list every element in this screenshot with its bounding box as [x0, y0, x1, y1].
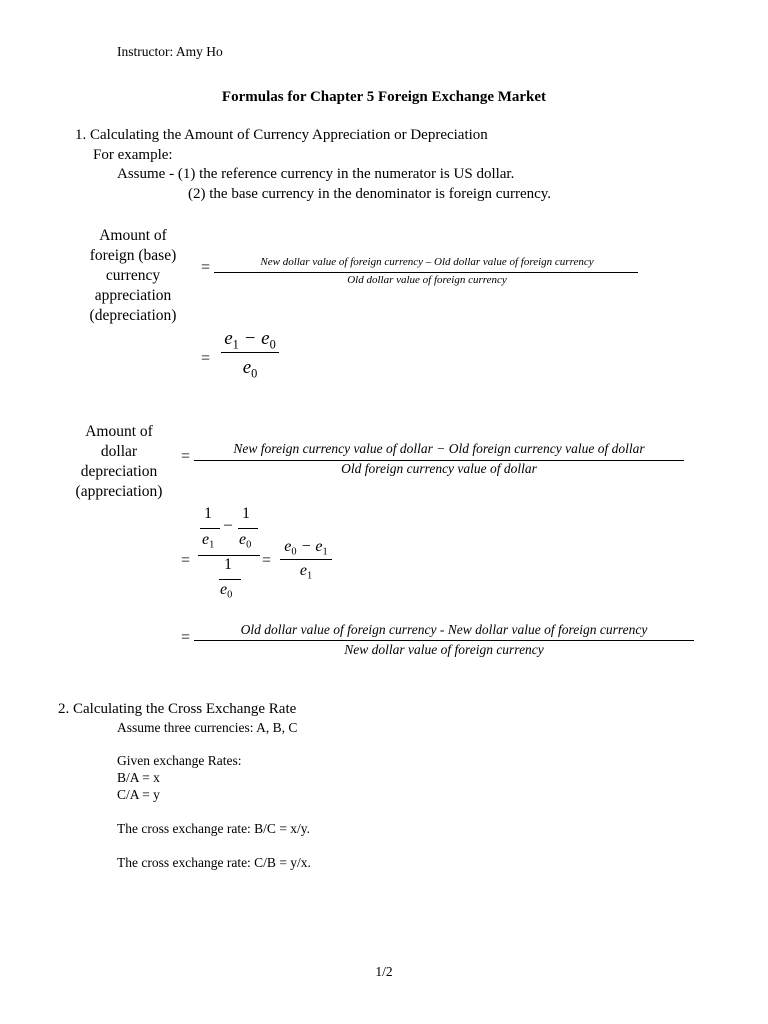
fraction-bar	[219, 579, 241, 580]
formula1-label-line: foreign (base)	[89, 247, 177, 264]
equals-sign: =	[181, 629, 191, 646]
rate-ba-text: B/A = x	[117, 770, 160, 785]
one-digit: 1	[242, 505, 250, 522]
page-title: Formulas for Chapter 5 Foreign Exchange Market	[221, 89, 547, 105]
fraction-bar	[194, 640, 694, 641]
formula1-denominator: Old dollar value of foreign currency	[347, 274, 507, 286]
e0-symbol: $e_0$	[239, 531, 252, 551]
assume-currencies-text: Assume three currencies: A, B, C	[117, 720, 298, 735]
instructor-line: Instructor: Amy Ho	[117, 44, 223, 59]
page-number: 1/2	[375, 964, 393, 979]
fraction-bar	[200, 528, 220, 529]
equals-sign: =	[201, 259, 211, 276]
simplified-numerator: $e_1 - e_0$	[224, 328, 276, 352]
cross-rate-cb-text: The cross exchange rate: C/B = y/x.	[117, 855, 311, 870]
fraction-bar	[214, 272, 638, 273]
assume-line-1: Assume - (1) the reference currency in the numerator is US dollar.	[117, 166, 515, 182]
result-numerator: $e_0 - e_1$	[284, 538, 328, 558]
formula2-label-line: Amount of	[85, 423, 153, 440]
e1-symbol: $e_1$	[202, 531, 215, 551]
equals-sign: =	[262, 552, 272, 569]
fraction-bar	[280, 559, 332, 560]
formula2-final-numerator: Old dollar value of foreign currency - New dollar value of foreign currency	[240, 622, 648, 637]
formula1-label-line: (depreciation)	[89, 307, 177, 324]
equals-sign: =	[181, 448, 191, 465]
result-denominator: $e_1$	[299, 562, 313, 582]
formula2-numerator: New foreign currency value of dollar − Old foreign currency value of dollar	[233, 441, 645, 456]
formula2-label-line: (appreciation)	[75, 483, 163, 500]
rate-ca-text: C/A = y	[117, 787, 160, 802]
simplified-denominator: $e_0$	[242, 357, 258, 381]
formula2-label-line: depreciation	[80, 463, 158, 480]
equals-sign: =	[201, 350, 211, 367]
fraction-bar	[238, 528, 258, 529]
formula2-denominator: Old foreign currency value of dollar	[341, 461, 537, 476]
section1-heading: 1. Calculating the Amount of Currency Appreciation or Depreciation	[75, 127, 488, 143]
e0-symbol: $e_0$	[220, 581, 233, 601]
given-rates-text: Given exchange Rates:	[117, 753, 242, 768]
formula1-label-line: Amount of	[99, 227, 167, 244]
section2-heading: 2. Calculating the Cross Exchange Rate	[58, 701, 297, 717]
assume-line-2: (2) the base currency in the denominator is foreign currency.	[188, 186, 552, 202]
formula1-label-line: currency	[105, 267, 161, 284]
one-digit: 1	[224, 556, 232, 573]
minus-sign: –	[224, 516, 232, 533]
formula2-final-denominator: New dollar value of foreign currency	[344, 642, 544, 657]
formula1-label	[68, 226, 198, 326]
fraction-bar	[221, 352, 279, 353]
formula2-label-line: dollar	[100, 443, 138, 460]
formula1-label-line: appreciation	[94, 287, 172, 304]
formula1-numerator: New dollar value of foreign currency – Old dollar value of foreign currency	[260, 256, 594, 268]
formula2-label	[55, 422, 183, 502]
one-digit: 1	[204, 505, 212, 522]
for-example-text: For example:	[93, 147, 173, 163]
equals-sign: =	[181, 552, 191, 569]
cross-rate-bc-text: The cross exchange rate: B/C = x/y.	[117, 821, 311, 836]
